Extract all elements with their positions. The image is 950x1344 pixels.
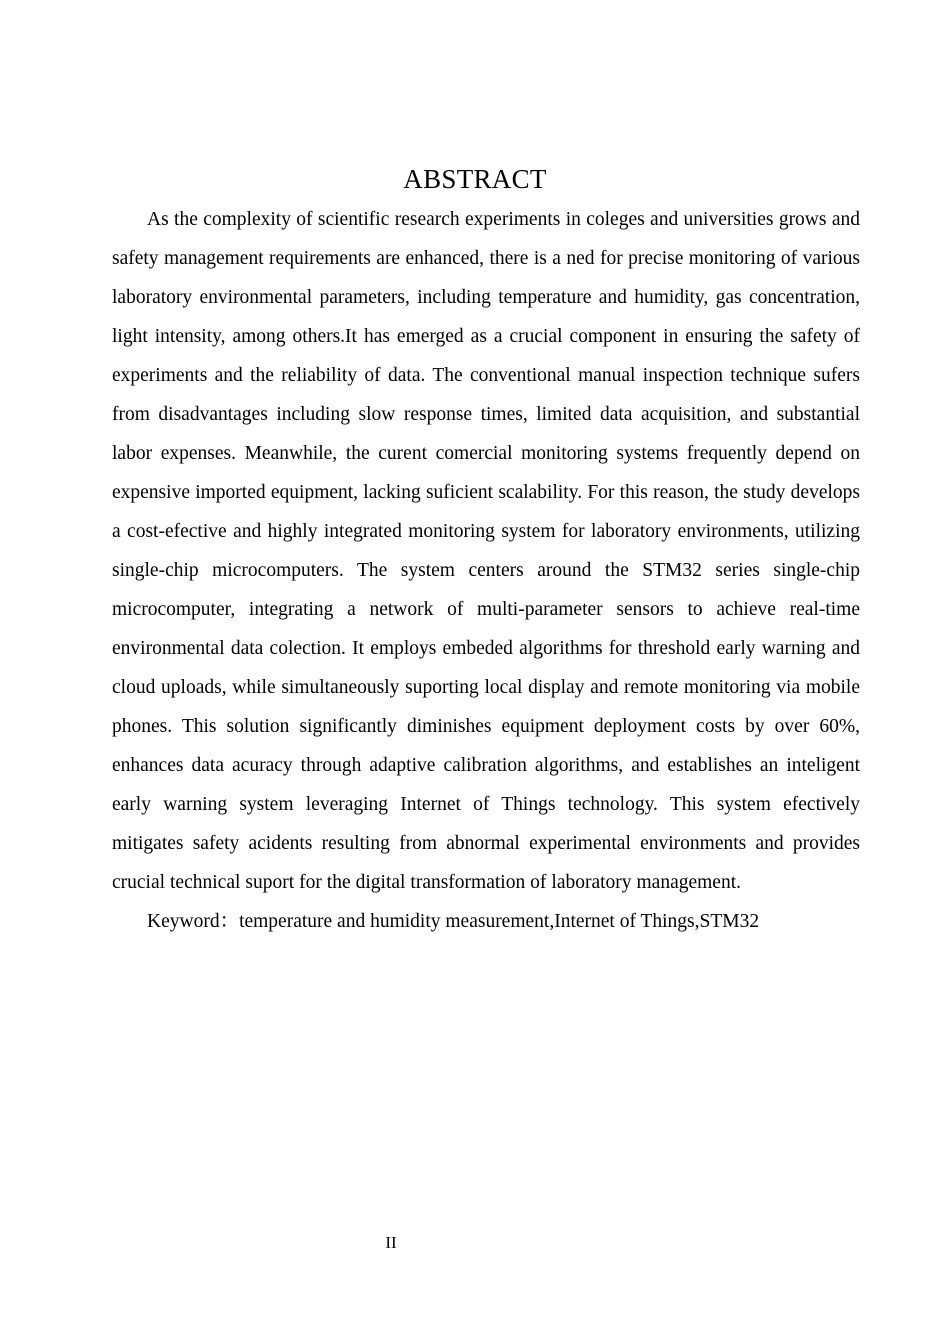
page-number: II: [385, 1233, 397, 1252]
keyword-line: Keyword：temperature and humidity measurement,Internet of Things,STM32: [147, 911, 760, 932]
page-title: ABSTRACT: [403, 164, 547, 195]
abstract-paragraph: As the complexity of scientific research experiments in coleges and universities grows and safety management requirements are enhanced, there is a ned for precise monitoring of various laboratory environmental parameters, including temperature and humidity, gas concentration, light intensity, among others.It has emerged as a crucial component in ensuring the safety of experiments and the reliability of data. The conventional manual inspection technique sufers from disadvantages including slow response times, limited data acquisition, and substantial labor expenses. Meanwhile, the curent comercial monitoring systems frequently depend on expensive imported equipment, lacking suficient scalability. For this reason, the study develops a cost-efective and highly integrated monitoring system for laboratory environments, utilizing single-chip microcomputers. The system centers around the STM32 series single-chip microcomputer, integrating a network of multi-parameter sensors to achieve real-time environmental data colection. It employs embeded algorithms for threshold early warning and cloud uploads, while simultaneously suporting local display and remote monitoring via mobile phones. This solution significantly diminishes equipment deployment costs by over 60%, enhances data acuracy through adaptive calibration algorithms, and establishes an inteligent early warning system leveraging Internet of Things technology. This system efectively mitigates safety acidents resulting from abnormal experimental environments and provides crucial technical suport for the digital transformation of laboratory management.: [112, 209, 860, 893]
abstract-body-block: [112, 200, 860, 941]
